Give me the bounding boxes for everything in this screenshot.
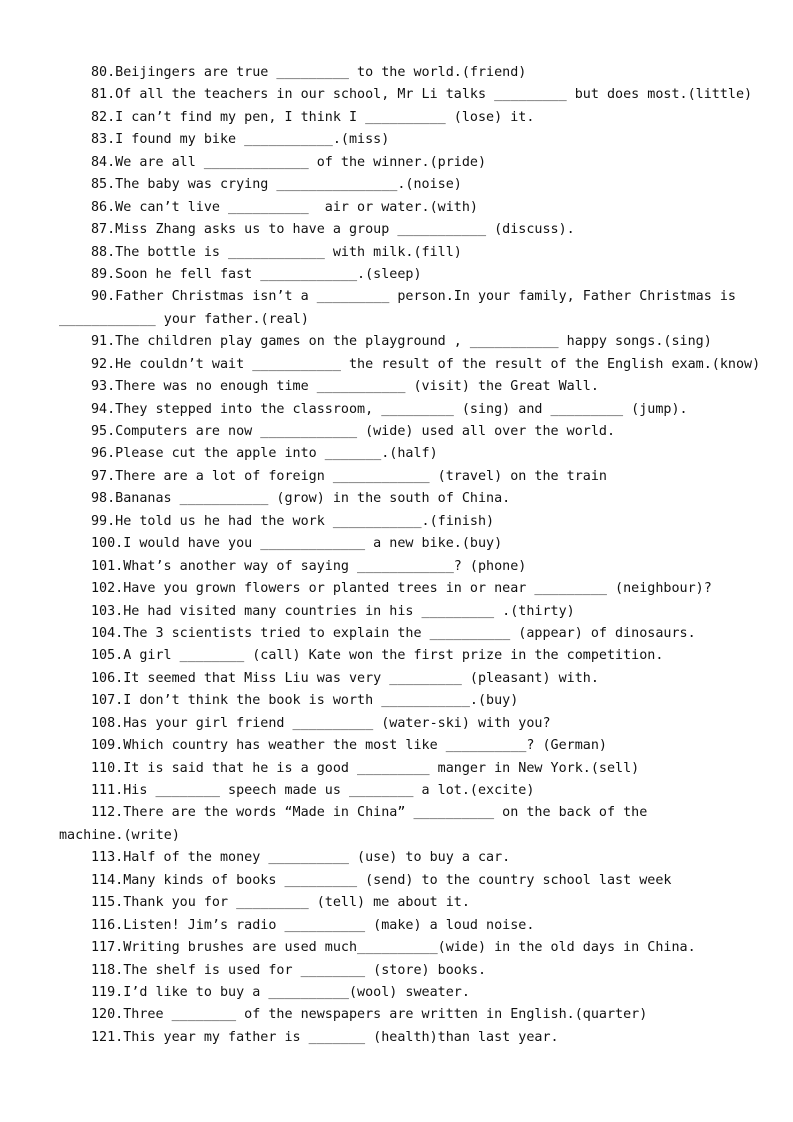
exercise-item: 106.It seemed that Miss Liu was very _________ (pleasant) with. [91,670,599,686]
exercise-item: 116.Listen! Jim’s radio __________ (make) a loud noise. [91,917,535,933]
exercise-item: 102.Have you grown flowers or planted trees in or near _________ (neighbour)? [91,581,712,597]
exercise-item: 114.Many kinds of books _________ (send) to the country school last week [91,872,672,888]
exercise-item: 95.Computers are now ____________ (wide) used all over the world. [91,424,616,439]
exercise-item: 80.Beijingers are true _________ to the world.(friend) [91,65,527,80]
exercise-item: 120.Three ________ of the newspapers are written in English.(quarter) [91,1007,648,1023]
exercise-item: 117.Writing brushes are used much__________(wide) in the old days in China. [91,940,696,956]
exercise-item: 107.I don’t think the book is worth ___________.(buy) [91,693,519,709]
exercise-item: 118.The shelf is used for ________ (store) books. [91,962,487,978]
exercise-item: 101.What’s another way of saying ____________? (phone) [91,558,527,574]
exercise-item: 108.Has your girl friend __________ (water-ski) with you? [91,715,551,731]
exercise-item: 89.Soon he fell fast ____________.(sleep) [91,266,422,282]
exercise-item: 92.He couldn’t wait ___________ the result of the result of the English exam.(know) [91,356,761,372]
exercise-item: 115.Thank you for _________ (tell) me about it. [91,895,470,911]
exercise-item: 111.His ________ speech made us ________ a lot.(excite) [91,783,535,798]
exercise-item: 81.Of all the teachers in our school, Mr Li talks _________ but does most.(little) [91,87,753,103]
exercise-item: 87.Miss Zhang asks us to have a group ___________ (discuss). [91,222,575,238]
exercise-item-continuation: machine.(write) [59,827,180,843]
exercise-item: 105.A girl ________ (call) Kate won the first prize in the competition. [91,648,664,664]
exercise-item: 109.Which country has weather the most like __________? (German) [91,738,607,754]
exercise-item: 98.Bananas ___________ (grow) in the south of China. [91,491,511,507]
exercise-item: 86.We can’t live __________ air or water.(with) [91,199,478,215]
exercise-item: 119.I’d like to buy a __________(wool) sweater. [91,984,470,1000]
exercise-item: 99.He told us he had the work ___________.(finish) [91,513,495,529]
exercise-item: 110.It is said that he is a good _________ manger in New York.(sell) [91,760,640,776]
exercise-item: 84.We are all _____________ of the winner.(pride) [91,154,487,170]
exercise-item: 96.Please cut the apple into _______.(half) [91,446,438,462]
exercise-item-continuation: ____________ your father.(real) [59,311,309,327]
exercise-item: 85.The baby was crying _______________.(noise) [91,177,462,193]
exercise-item: 90.Father Christmas isn’t a _________ person.In your family, Father Christmas is [91,289,736,305]
exercise-item: 88.The bottle is ____________ with milk.(fill) [91,244,462,260]
exercise-item: 91.The children play games on the playground , ___________ happy songs.(sing) [91,334,712,350]
exercise-item: 94.They stepped into the classroom, _________ (sing) and _________ (jump). [91,401,688,417]
exercise-item: 103.He had visited many countries in his _________ .(thirty) [91,603,575,619]
exercise-item: 93.There was no enough time ___________ (visit) the Great Wall. [91,379,599,395]
exercise-item: 112.There are the words “Made in China” __________ on the back of the [91,805,648,821]
exercise-item: 104.The 3 scientists tried to explain the __________ (appear) of dinosaurs. [91,625,696,641]
exercise-item: 113.Half of the money __________ (use) to buy a car. [91,850,511,866]
exercise-item: 97.There are a lot of foreign ____________ (travel) on the train [91,468,607,484]
exercise-list [59,62,761,1049]
exercise-item: 83.I found my bike ___________.(miss) [91,132,390,148]
exercise-item: 82.I can’t find my pen, I think I __________ (lose) it. [91,109,535,125]
exercise-item: 100.I would have you _____________ a new bike.(buy) [91,536,503,552]
exercise-item: 121.This year my father is _______ (health)than last year. [91,1029,559,1045]
